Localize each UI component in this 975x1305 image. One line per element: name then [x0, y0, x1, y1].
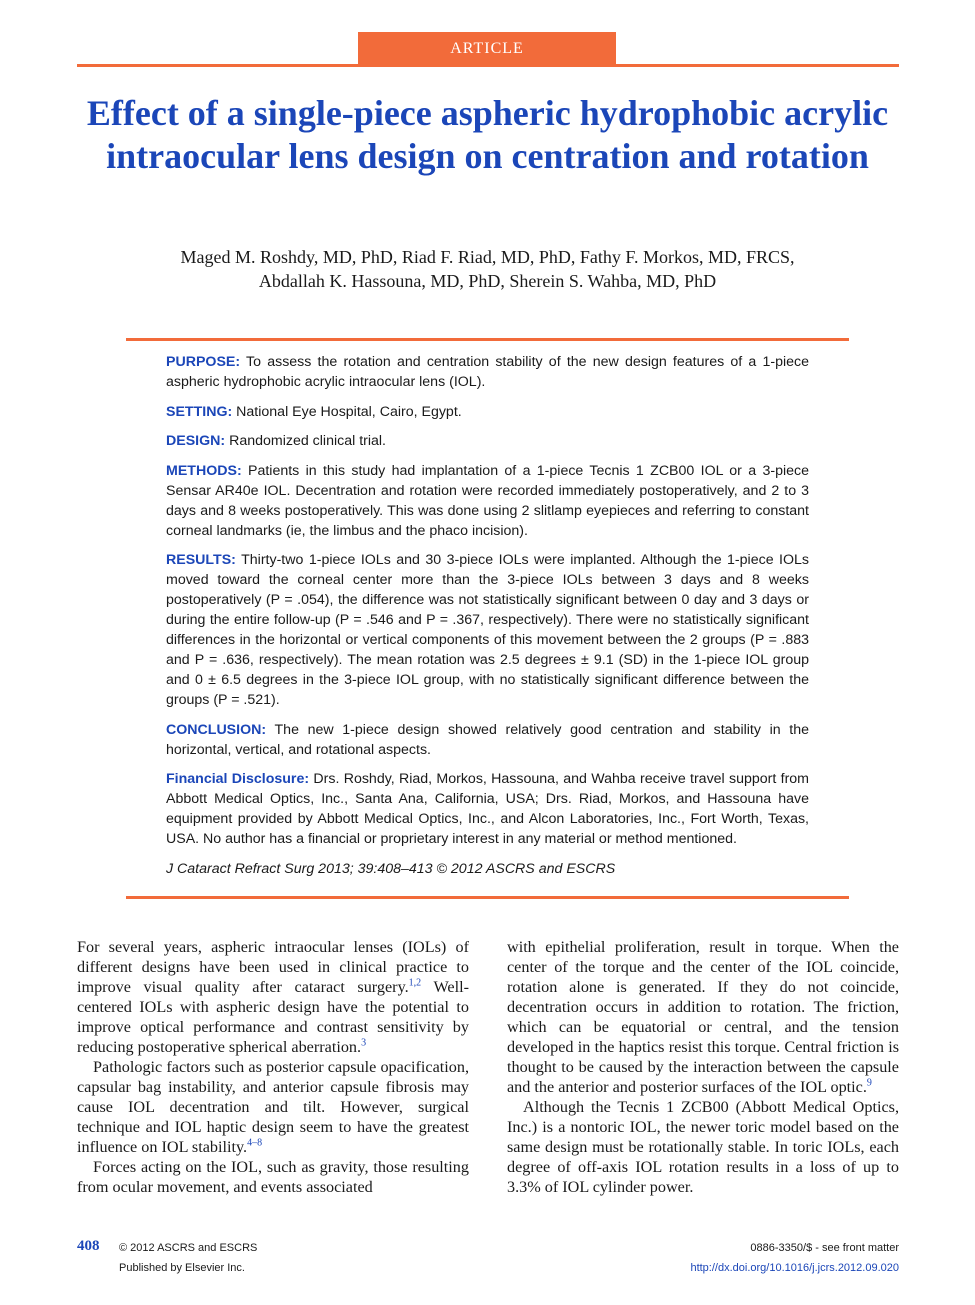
author-line-1: Maged M. Roshdy, MD, PhD, Riad F. Riad, MD, PhD, Fathy F. Morkos, MD, FRCS,	[180, 247, 795, 267]
abstract	[166, 352, 809, 888]
abstract-design	[166, 431, 809, 451]
conclusion-text: The new 1-piece design showed relatively good centration and stability in the horizontal, vertical, and rotational aspects.	[166, 721, 810, 758]
abstract-results	[166, 550, 809, 710]
purpose-text: To assess the rotation and centration stability of the new design features of a 1-piece aspheric hydrophobic acrylic intraocular lens (IOL).	[166, 354, 810, 390]
issn: 0886-3350/$ - see front matter	[750, 1242, 899, 1254]
purpose-label: PURPOSE:	[166, 354, 241, 370]
reference-link[interactable]: 1,2	[408, 977, 422, 989]
page-footer	[77, 1238, 899, 1278]
body-paragraph: Forces acting on the IOL, such as gravity, those resulting from ocular movement, and events associated	[77, 1158, 469, 1196]
author-line-2: Abdallah K. Hassouna, MD, PhD, Sherein S. Wahba, MD, PhD	[258, 271, 717, 291]
body-column-right	[507, 937, 899, 1197]
body-text: Pathologic factors such as posterior capsule opacification, capsular bag instability, and anterior capsule fibrosis may cause IOL decentration and tilt. However, surgical technique and IOL haptic design seem to have the greatest influence on IOL stability.	[77, 1058, 469, 1156]
doi-link[interactable]: http://dx.doi.org/10.1016/j.jcrs.2012.09.020	[690, 1262, 899, 1274]
results-text: Thirty-two 1-piece IOLs and 30 3-piece IOLs were implanted. Although the 1-piece IOLs moved toward the corneal center more than the 3-piece IOLs between 3 days and 8 weeks postoperatively (P = .054), the difference was not statistically significant between 0 day and 3 days or during the entire follow-up (P = .546 and P = .367, respectively). There were no statistically significant differences in the horizontal or vertical components of this movement between the 2 groups (P = .883 and P = .636, respectively). The mean rotation was 2.5 degrees ± 9.1 (SD) in the 1-piece IOL group and 0 ± 6.5 degrees in the 3-piece IOL group, with no statistically significant difference between the groups (P = .521).	[166, 552, 810, 708]
methods-text: Patients in this study had implantation of a 1-piece Tecnis 1 ZCB00 IOL or a 3-piece Sensar AR40e IOL. Decentration and rotation were recorded immediately postoperatively, and 2 to 3 days and 8 weeks postoperatively. This was done using 2 slitlamp eyepieces and referring to constant corneal landmarks (ie, the limbus and the phaco incision).	[166, 462, 809, 539]
reference-link[interactable]: 3	[361, 1037, 367, 1049]
reference-link[interactable]: 9	[866, 1077, 872, 1089]
journal-citation: J Cataract Refract Surg 2013; 39:408–413 © 2012 ASCRS and ESCRS	[166, 860, 616, 877]
abstract-bottom-rule	[126, 896, 849, 899]
header-rule	[77, 64, 899, 67]
abstract-setting	[166, 402, 809, 422]
copyright: © 2012 ASCRS and ESCRS	[119, 1242, 258, 1254]
article-title: Effect of a single-piece aspheric hydrophobic acrylic intraocular lens design on centration and rotation	[86, 93, 889, 176]
design-label: DESIGN:	[166, 433, 226, 449]
setting-text: National Eye Hospital, Cairo, Egypt.	[236, 403, 462, 420]
abstract-conclusion	[166, 720, 809, 760]
body-paragraph	[77, 937, 469, 1057]
abstract-purpose	[166, 352, 809, 392]
disclosure-text: Drs. Roshdy, Riad, Morkos, Hassouna, and Wahba receive travel support from Abbott Medical Optics, Inc., Santa Ana, California, USA; Drs. Riad, Morkos, and Hassouna have equipment provided by Abbott Medical Optics, Inc., and Alcon Laboratories, Inc., Fort Worth, Texas, USA. No author has a financial or proprietary interest in any material or method mentioned.	[166, 771, 809, 847]
reference-link[interactable]: 4–8	[247, 1137, 263, 1149]
abstract-top-rule	[126, 338, 849, 341]
setting-label: SETTING:	[166, 403, 233, 420]
conclusion-label: CONCLUSION:	[166, 721, 267, 738]
body-text: with epithelial proliferation, result in torque. When the center of the torque and the center of the IOL coincide, rotation alone is generated. If they do not coincide, decentration occurs in addition to rotation. The friction, which can be equatorial or central, and the tension developed in the haptics resist this torque. Central friction is thought to be caused by the interaction between the capsule and the anterior and posterior surfaces of the IOL optic.	[507, 938, 899, 1096]
page-number: 408	[77, 1238, 100, 1254]
body-text: Well-centered IOLs with aspheric design have the potential to improve optical performance and contrast sensitivity by reducing postoperative spherical aberration.	[77, 978, 469, 1056]
author-list	[80, 245, 895, 293]
abstract-methods	[166, 461, 809, 541]
methods-label: METHODS:	[166, 462, 242, 479]
article-type-tag: ARTICLE	[358, 32, 616, 64]
body-column-left	[77, 937, 469, 1197]
disclosure-label: Financial Disclosure:	[166, 771, 310, 787]
abstract-disclosure	[166, 769, 809, 849]
body-paragraph: Although the Tecnis 1 ZCB00 (Abbott Medical Optics, Inc.) is a nontoric IOL, the newer toric model based on the same design must be rotationally stable. In toric IOLs, each degree of off-axis IOL rotation results in a loss of up to 3.3% of IOL cylinder power.	[507, 1098, 899, 1196]
results-label: RESULTS:	[166, 552, 236, 568]
body-text: For several years, aspheric intraocular lenses (IOLs) of different designs have been used in clinical practice to improve visual quality after cataract surgery.	[77, 938, 469, 996]
design-text: Randomized clinical trial.	[229, 433, 386, 449]
publisher: Published by Elsevier Inc.	[119, 1262, 245, 1274]
body-paragraph	[507, 937, 899, 1097]
body-paragraph	[77, 1057, 469, 1157]
